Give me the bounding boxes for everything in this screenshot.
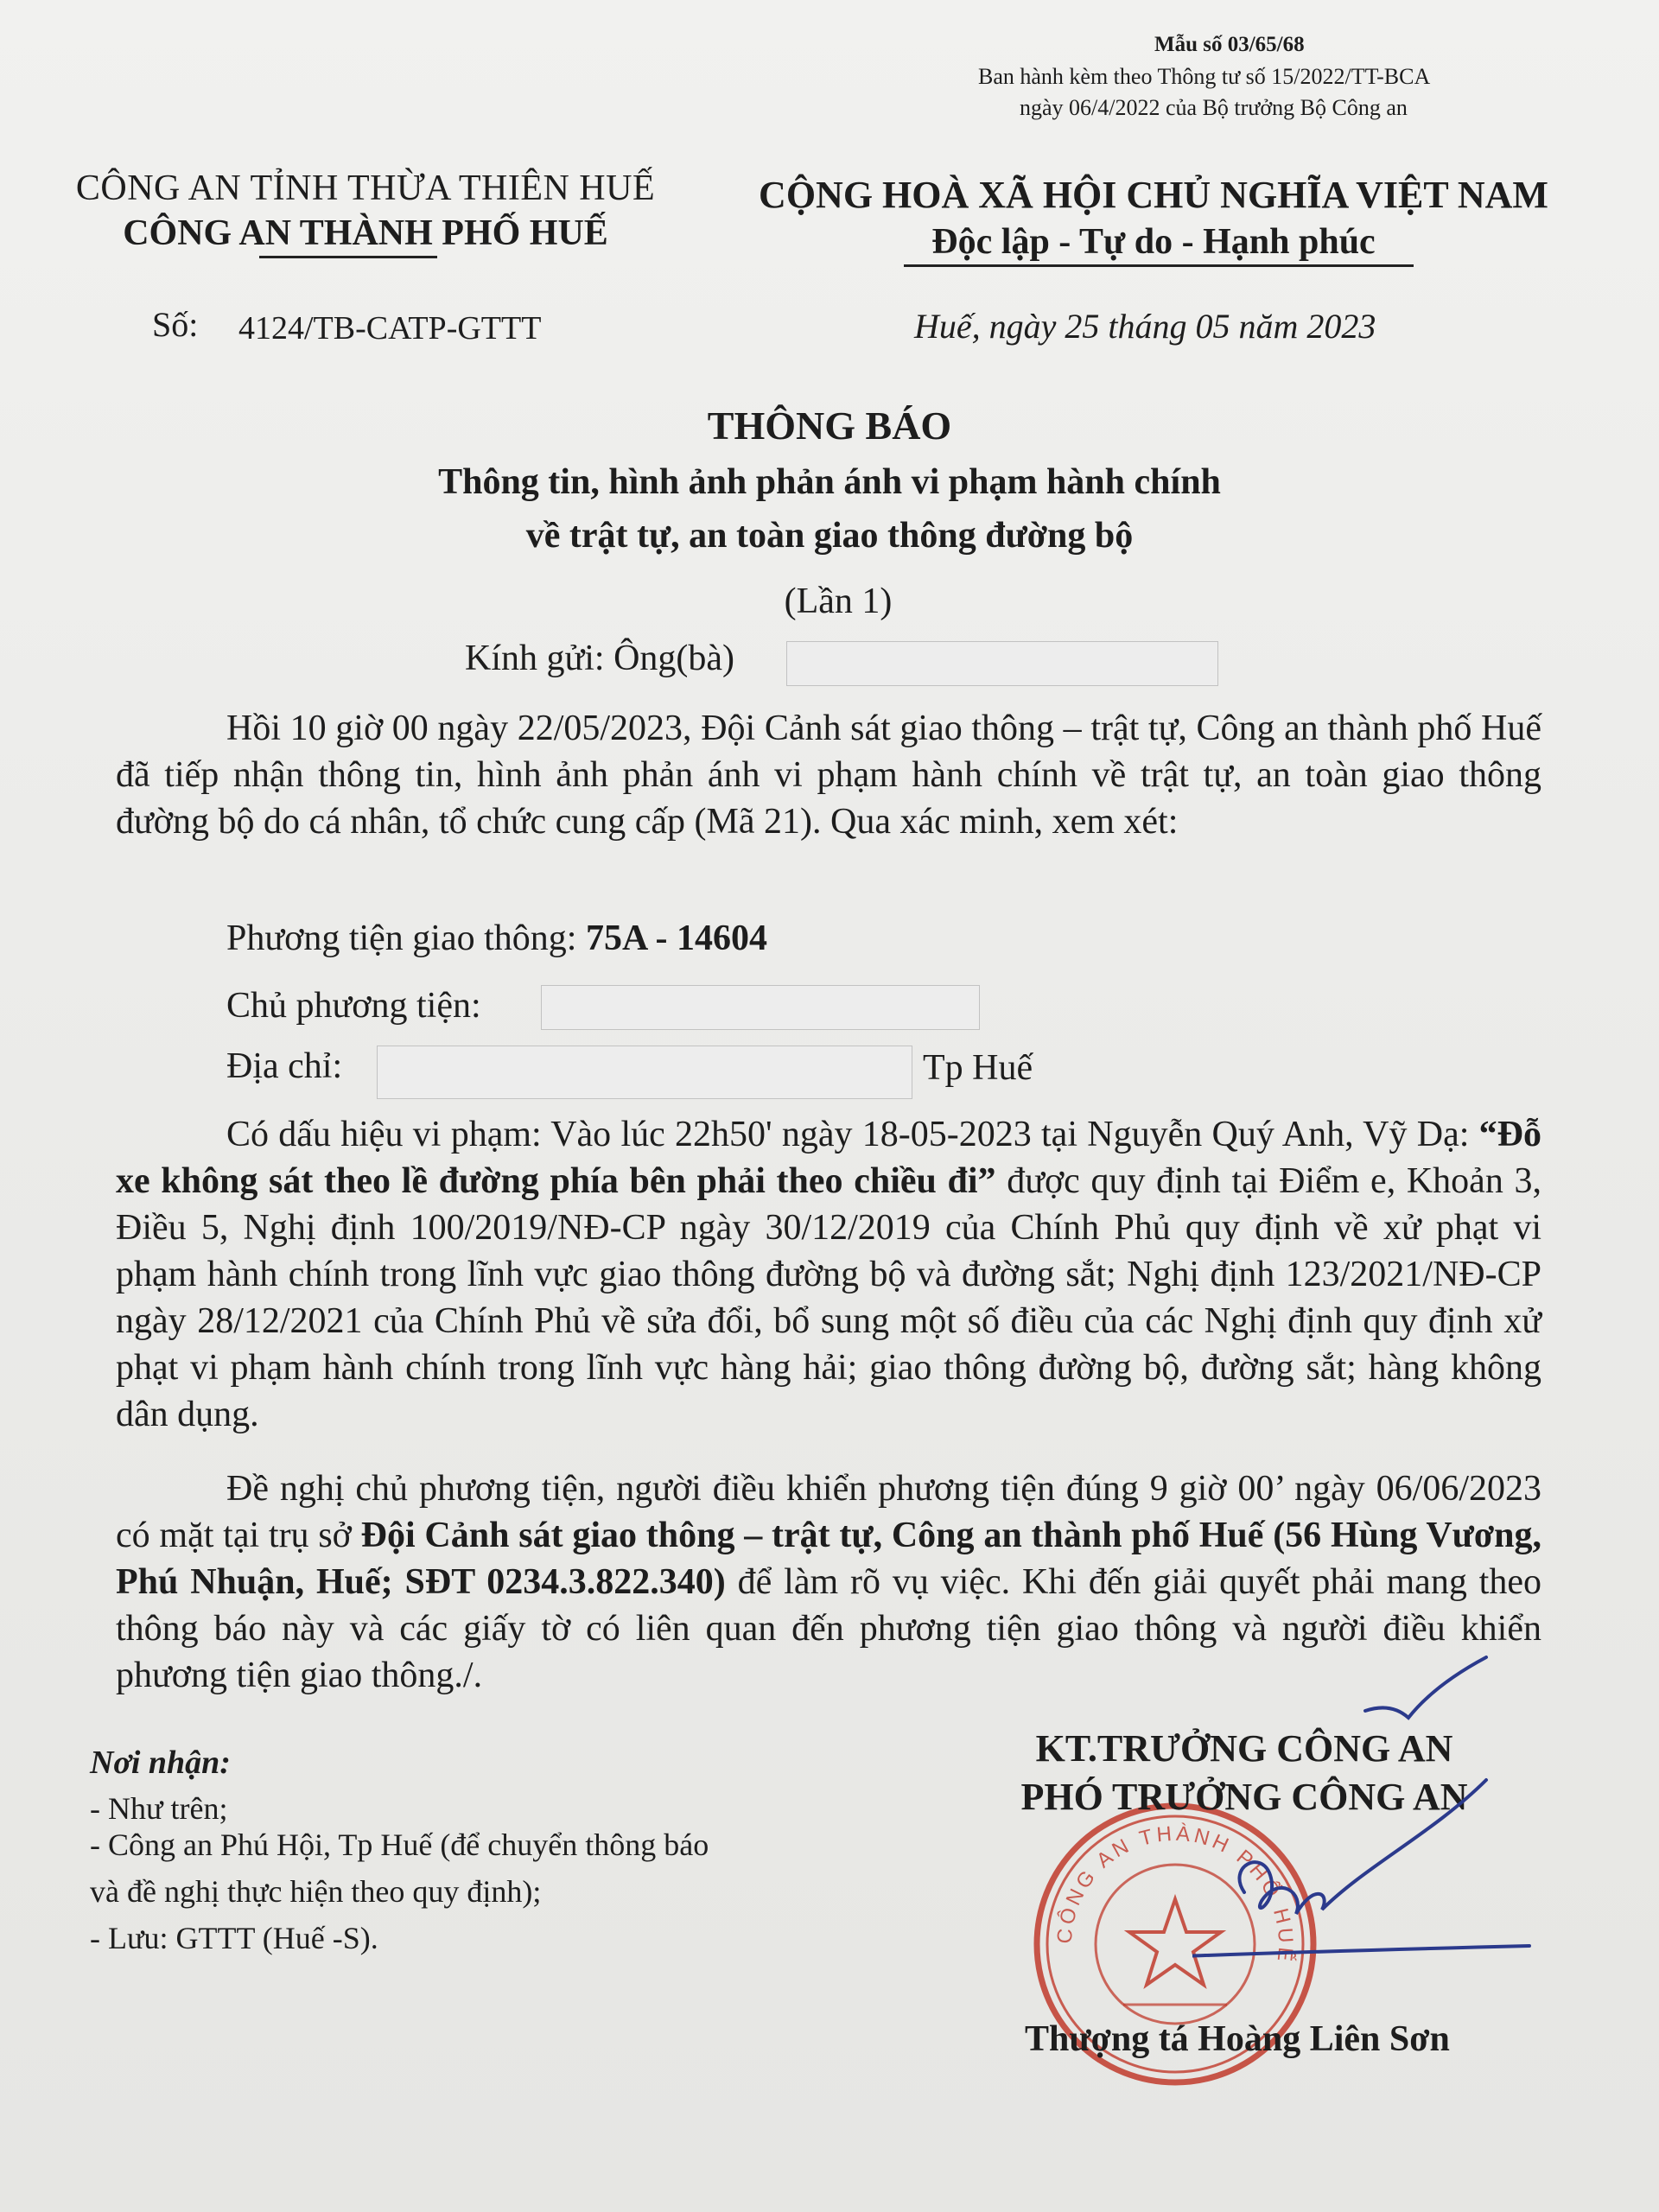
seal-text: CÔNG AN THÀNH PHỐ HUẾ [1052, 1821, 1298, 1967]
signature-title-line-1: KT.TRƯỞNG CÔNG AN [1035, 1727, 1453, 1770]
address-city: Tp Huế [923, 1048, 1033, 1088]
receiver-line: - Công an Phú Hội, Tp Huế (để chuyển thông báo [90, 1827, 709, 1862]
recipient-name-redacted [786, 641, 1218, 686]
violation-legal-basis: được quy định tại Điểm e, Khoản 3, Điều 5, Nghị định 100/2019/NĐ-CP ngày 30/12/2019 của Chính Phủ quy định về xử phạt vi phạm hành chính trong lĩnh vực giao thông đường bộ và đường sắt; Nghị định 123/2021/NĐ-CP ngày 28/12/2021 của Chính Phủ về sửa đổi, bổ sung một số điều của các Nghị định quy định xử phạt vi phạm hành chính trong lĩnh vực hàng hải; giao thông đường bộ, đường sắt; hàng không dân dụng. [116, 1161, 1541, 1434]
notice-occurrence: (Lần 1) [784, 582, 893, 621]
issued-by-line-1: Ban hành kèm theo Thông tư số 15/2022/TT-BCA [978, 64, 1431, 89]
intro-text: Hồi 10 giờ 00 ngày 22/05/2023, Đội Cảnh sát giao thông – trật tự, Công an thành phố Huế đã tiếp nhận thông tin, hình ảnh phản ánh vi phạm hành chính về trật tự, an toàn giao thông đường bộ do cá nhân, tổ chức cung cấp (Mã 21). Qua xác minh, xem xét: [116, 709, 1541, 842]
signer-name: Thượng tá Hoàng Liên Sơn [1025, 2019, 1450, 2059]
vehicle-row [226, 918, 767, 959]
place-and-date: Huế, ngày 25 tháng 05 năm 2023 [914, 307, 1376, 346]
form-number: Mẫu số 03/65/68 [1154, 33, 1305, 56]
motto-underline [904, 264, 1414, 267]
national-motto: Độc lập - Tự do - Hạnh phúc [931, 222, 1376, 262]
agency-underline [259, 256, 437, 258]
document-number-label: Số: [152, 305, 199, 344]
violation-lead: Có dấu hiệu vi phạm: Vào lúc 22h50' ngày 18-05-2023 tại Nguyễn Quý Anh, Vỹ Dạ: [226, 1115, 1479, 1154]
receiver-line: - Lưu: GTTT (Huế -S). [90, 1921, 378, 1955]
receiver-line: - Như trên; [90, 1791, 228, 1826]
issued-by-line-2: ngày 06/4/2022 của Bộ trưởng Bộ Công an [1020, 95, 1408, 120]
document-subtitle-line-2: về trật tự, an toàn giao thông đường bộ [525, 516, 1134, 556]
document-number: 4124/TB-CATP-GTTT [238, 310, 542, 346]
document-subtitle-line-1: Thông tin, hình ảnh phản ánh vi phạm hành chính [438, 462, 1221, 502]
receivers-title: Nơi nhận: [90, 1745, 231, 1781]
receiver-line: và đề nghị thực hiện theo quy định); [90, 1874, 542, 1909]
document-title: THÔNG BÁO [707, 404, 952, 448]
handwritten-signature [1192, 1763, 1538, 1987]
handwritten-check-mark [1357, 1650, 1495, 1728]
request-paragraph [116, 1465, 1541, 1699]
vehicle-label: Phương tiện giao thông: [226, 918, 586, 958]
signature-title-line-2: PHÓ TRƯỞNG CÔNG AN [1020, 1776, 1468, 1818]
owner-name-redacted [541, 985, 980, 1030]
request-place: Đội Cảnh sát giao thông – trật tự, Công an thành phố Huế (56 Hùng Vương, Phú Nhuận, Huế; SĐT 0234.3.822.340) [116, 1516, 1541, 1602]
intro-paragraph [116, 705, 1541, 845]
vehicle-plate: 75A - 14604 [585, 918, 767, 958]
address-redacted [377, 1046, 912, 1099]
nation-heading: CỘNG HOÀ XÃ HỘI CHỦ NGHĨA VIỆT NAM [759, 174, 1548, 216]
agency-name: CÔNG AN THÀNH PHỐ HUẾ [123, 213, 608, 253]
address-label: Địa chỉ: [226, 1046, 343, 1086]
violation-paragraph [116, 1111, 1541, 1438]
request-lead: Đề nghị chủ phương tiện, người điều khiển phương tiện đúng 9 giờ 00’ ngày 06/06/2023 có mặt tại trụ sở [116, 1469, 1541, 1555]
recipient-label: Kính gửi: Ông(bà) [465, 639, 735, 678]
agency-parent: CÔNG AN TỈNH THỪA THIÊN HUẾ [75, 168, 656, 208]
owner-label: Chủ phương tiện: [226, 986, 481, 1026]
violation-act: “Đỗ xe không sát theo lề đường phía bên phải theo chiều đi” [116, 1115, 1541, 1201]
request-rest: để làm rõ vụ việc. Khi đến giải quyết phải mang theo thông báo này và các giấy tờ có liên quan đến phương tiện giao thông và người điều khiển phương tiện giao thông./. [116, 1562, 1541, 1695]
